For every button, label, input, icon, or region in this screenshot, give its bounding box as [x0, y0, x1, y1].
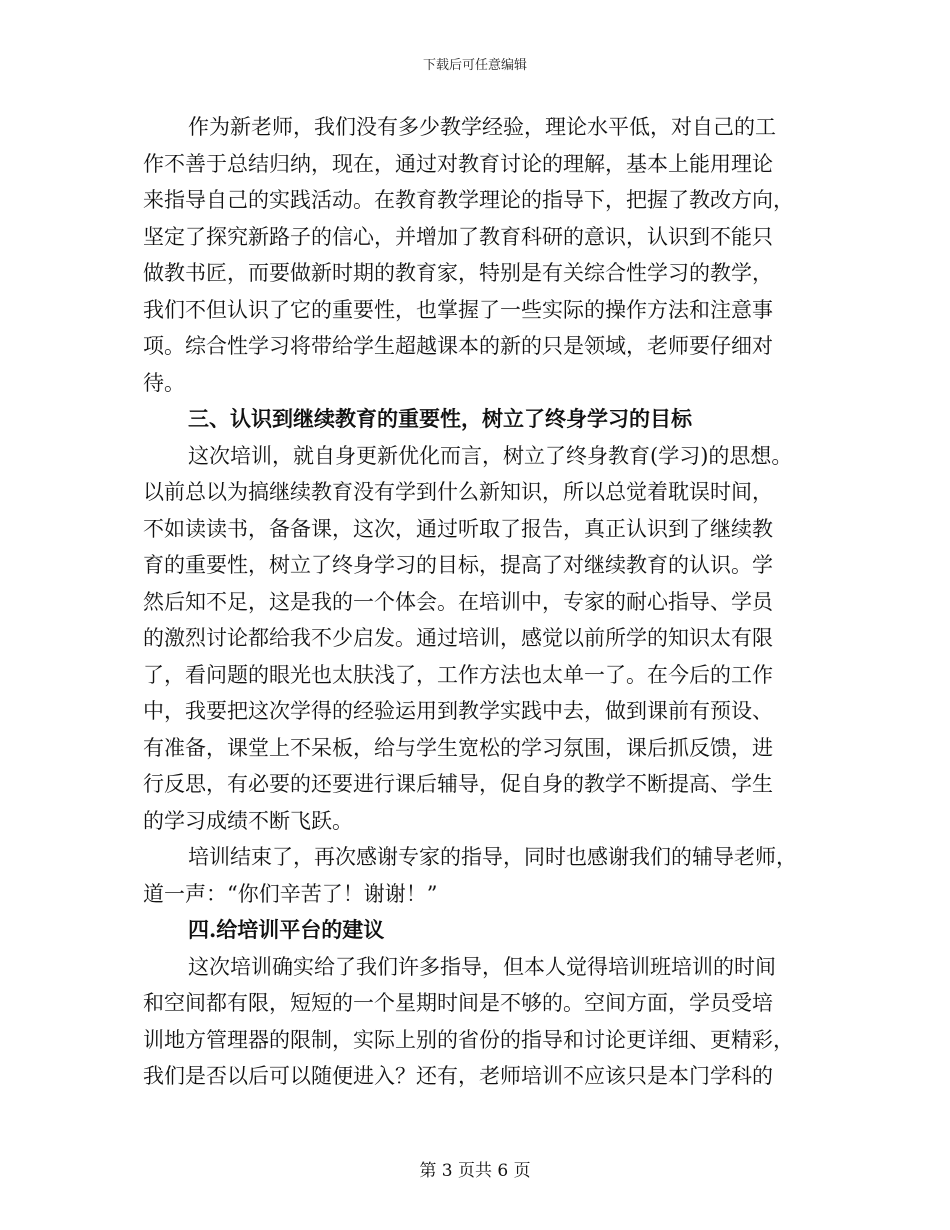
- body-text-line: 以前总以为搞继续教育没有学到什么新知识，所以总觉着耽误时间，: [143, 480, 773, 504]
- body-text-line: 的学习成绩不断飞跃。: [143, 808, 353, 833]
- section-heading: 四.给培训平台的建议: [188, 917, 385, 942]
- section-heading: 三、认识到继续教育的重要性，树立了终身学习的目标: [188, 406, 692, 431]
- body-text-line: 坚定了探究新路子的信心，并增加了教育科研的意识，认识到不能只: [143, 224, 773, 249]
- body-text-line: 作不善于总结归纳，现在，通过对教育讨论的理解，基本上能用理论: [143, 151, 773, 176]
- page-header: 下载后可任意编辑: [422, 58, 527, 73]
- page-number: 第 3 页共 6 页: [419, 1161, 531, 1181]
- document-body: [143, 109, 807, 1095]
- body-text-line: 行反思，有必要的还要进行课后辅导，促自身的教学不断提高、学生: [143, 772, 773, 796]
- body-text-line: 中，我要把这次学得的经验运用到教学实践中去，做到课前有预设、: [143, 699, 773, 723]
- body-text-line: 和空间都有限，短短的一个星期时间是不够的。空间方面，学员受培: [143, 991, 773, 1015]
- body-text-line: 不如读读书，备备课，这次，通过听取了报告，真正认识到了继续教: [143, 516, 773, 541]
- body-text-line: 我们不但认识了它的重要性，也掌握了一些实际的操作方法和注意事: [143, 297, 773, 322]
- body-text-line: 了，看问题的眼光也太肤浅了，工作方法也太单一了。在今后的工作: [143, 662, 773, 687]
- body-text-line: 这次培训，就自身更新优化而言，树立了终身教育(学习)的思想。: [188, 443, 793, 468]
- body-text-line: 育的重要性，树立了终身学习的目标，提高了对继续教育的认识。学: [143, 553, 773, 577]
- body-text-line: 培训结束了，再次感谢专家的指导，同时也感谢我们的辅导老师，: [188, 845, 797, 869]
- body-text-line: 做教书匠，而要做新时期的教育家，特别是有关综合性学习的教学，: [143, 261, 773, 285]
- body-text-line: 这次培训确实给了我们许多指导，但本人觉得培训班培训的时间: [188, 954, 776, 979]
- body-text-line: 的激烈讨论都给我不少启发。通过培训，感觉以前所学的知识太有限: [143, 626, 773, 650]
- body-text-line: 作为新老师，我们没有多少教学经验，理论水平低，对自己的工: [188, 115, 776, 139]
- body-text-line: 项。综合性学习将带给学生超越课本的新的只是领域，老师要仔细对: [143, 334, 773, 358]
- body-text-line: 待。: [143, 370, 185, 395]
- body-text-line: 来指导自己的实践活动。在教育教学理论的指导下，把握了教改方向，: [143, 188, 794, 212]
- body-text-line: 道一声：“你们辛苦了！谢谢！”: [143, 881, 438, 906]
- body-text-line: 然后知不足，这是我的一个体会。在培训中，专家的耐心指导、学员: [143, 589, 773, 614]
- body-text-line: 训地方管理器的限制，实际上别的省份的指导和讨论更详细、更精彩，: [143, 1027, 794, 1052]
- body-text-line: 有准备，课堂上不呆板，给与学生宽松的学习氛围，课后抓反馈，进: [143, 735, 773, 760]
- body-text-line: 我们是否以后可以随便进入？还有，老师培训不应该只是本门学科的: [143, 1064, 773, 1088]
